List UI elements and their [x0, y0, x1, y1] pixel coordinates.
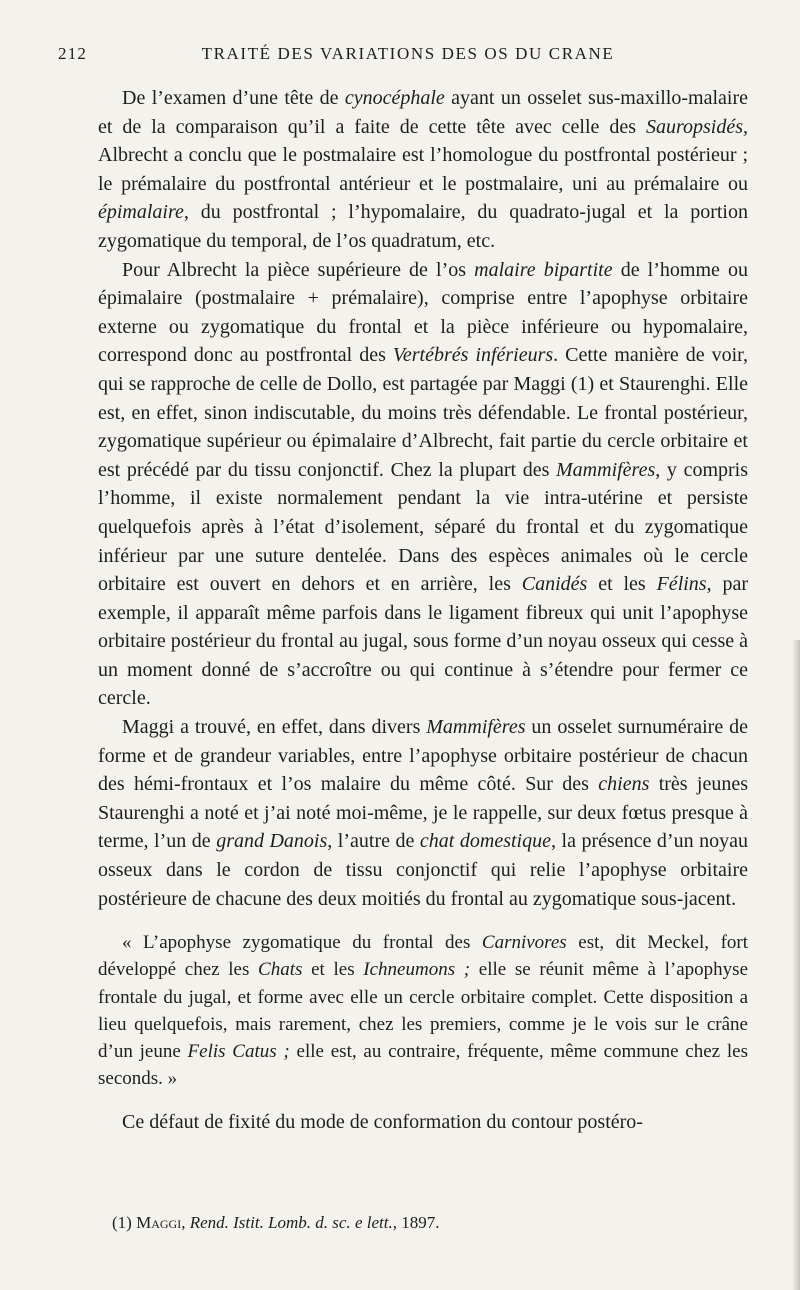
paragraph: [98, 256, 748, 714]
text-run: , l’autre de: [327, 830, 420, 853]
italic-term: Ichneumons ;: [363, 959, 471, 981]
text-run: De l’examen d’une tête de: [122, 87, 345, 109]
italic-term: épimalaire: [98, 201, 184, 224]
italic-term: Mammifères: [556, 458, 656, 481]
italic-term: chat domestique: [419, 830, 551, 853]
italic-term: Chats: [258, 959, 303, 981]
italic-term: cynocéphale: [344, 87, 445, 109]
running-title: TRAITÉ DES VARIATIONS DES OS DU CRANE: [201, 44, 615, 63]
text-run: elle est, au contraire, fréquente, même commune chez les seconds. »: [98, 1041, 748, 1090]
footnote-marker: (1): [112, 1213, 132, 1232]
italic-term: Canidés: [521, 573, 588, 596]
running-head: [58, 44, 758, 70]
text-run: , y compris l’homme, il existe normalement pendant la vie intra-utérine et persiste quelquefois après à l’état d’isolement, séparé du frontal et du zygomatique inférieur par une suture dentelée. Dans des espèces animales où le cercle orbitaire est ouvert en dehors et en arrière, les: [98, 458, 748, 596]
footnote-year: 1897.: [401, 1213, 440, 1232]
text-run: est, dit Meckel, fort développé chez les: [98, 932, 748, 981]
paragraph: [98, 1108, 748, 1137]
paragraph: [98, 84, 748, 256]
text-run: Albrecht a conclu que le postmalaire est l’homologue du postfrontal postérieur ; le prémalaire du postfrontal antérieur et le postmalaire, uni au prémalaire ou: [98, 144, 748, 195]
page-edge-shadow: [792, 640, 800, 1290]
text-run: très jeunes Staurenghi a noté et j’ai noté moi-même, je le rappelle, sur deux fœtus presque à terme, l’un de: [98, 773, 748, 853]
italic-term: Vertébrés inférieurs: [392, 344, 554, 367]
text-run: , par exemple, il apparaît même parfois dans le ligament fibreux qui unit l’apophyse orbitaire postérieur du frontal au jugal, sous forme d’un noyau osseux qui cesse à un moment donné de s’accroître ou qui continue à s’étendre pour fermer ce cercle.: [98, 573, 748, 710]
italic-term: Carnivores: [481, 932, 567, 954]
text-run: « L’apophyse zygomatique du frontal des: [122, 932, 482, 954]
quotation-paragraph: [98, 929, 748, 1092]
text-run: ayant un osselet sus-maxillo-malaire et de la comparaison qu’il a faite de cette tête avec celle des: [98, 87, 748, 138]
italic-term: Mammifères: [426, 716, 526, 739]
text-run: , du postfrontal ; l’hypomalaire, du quadrato-jugal et la portion zygomatique du temporal, de l’os quadratum, etc.: [98, 201, 748, 252]
footnote-author: Maggi,: [136, 1213, 186, 1232]
text-run: . Cette manière de voir, qui se rapproche de celle de Dollo, est partagée par Maggi (1) et Staurenghi. Elle est, en effet, sinon indiscutable, du moins très défendable. Le frontal postérieur, zygomatique supérieur ou épimalaire d’Albrecht, fait partie du cercle orbitaire et est précédé par du tissu conjonctif. Chez la plupart des: [98, 344, 749, 481]
italic-term: Sauropsidés,: [645, 115, 748, 138]
text-run: Ce défaut de fixité du mode de conformation du contour postéro-: [122, 1111, 643, 1134]
text-run: Maggi a trouvé, en effet, dans divers: [122, 716, 427, 739]
text-run: , la présence d’un noyau osseux dans le cordon de tissu conjonctif qui relie l’apophyse orbitaire postérieure de chacune des deux moitiés du frontal au zygomatique sous-jacent.: [98, 830, 748, 910]
italic-term: chiens: [598, 773, 650, 796]
italic-term: Félins: [656, 573, 707, 596]
text-run: et les: [302, 959, 364, 981]
text-run: elle se réunit même à l’apophyse frontale du jugal, et forme avec elle un cercle orbitaire complet. Cette disposition a lieu quelquefois, mais rarement, chez les premiers, comme je le vois sur le crâne d’un jeune: [98, 959, 749, 1063]
italic-term: Felis Catus ;: [187, 1041, 290, 1063]
paragraph: [98, 713, 748, 913]
footnote-source: Rend. Istit. Lomb. d. sc. e lett.,: [189, 1213, 397, 1232]
text-run: un osselet surnuméraire de forme et de grandeur variables, entre l’apophyse orbitaire postérieur de chacun des hémi-frontaux et l’os malaire du même côté. Sur des: [98, 716, 748, 796]
italic-term: grand Danois: [216, 830, 328, 853]
footnote: [112, 1212, 752, 1234]
text-run: de l’homme ou épimalaire (postmalaire + prémalaire), comprise entre l’apophyse orbitaire externe ou zygomatique du frontal et la pièce inférieure ou hypomalaire, correspond donc au postfrontal des: [98, 258, 748, 367]
body-text: [98, 84, 748, 1137]
text-run: Pour Albrecht la pièce supérieure de l’os: [122, 258, 475, 281]
italic-term: malaire bipartite: [474, 258, 613, 281]
text-run: et les: [587, 573, 657, 596]
page-number: 212: [58, 44, 88, 63]
